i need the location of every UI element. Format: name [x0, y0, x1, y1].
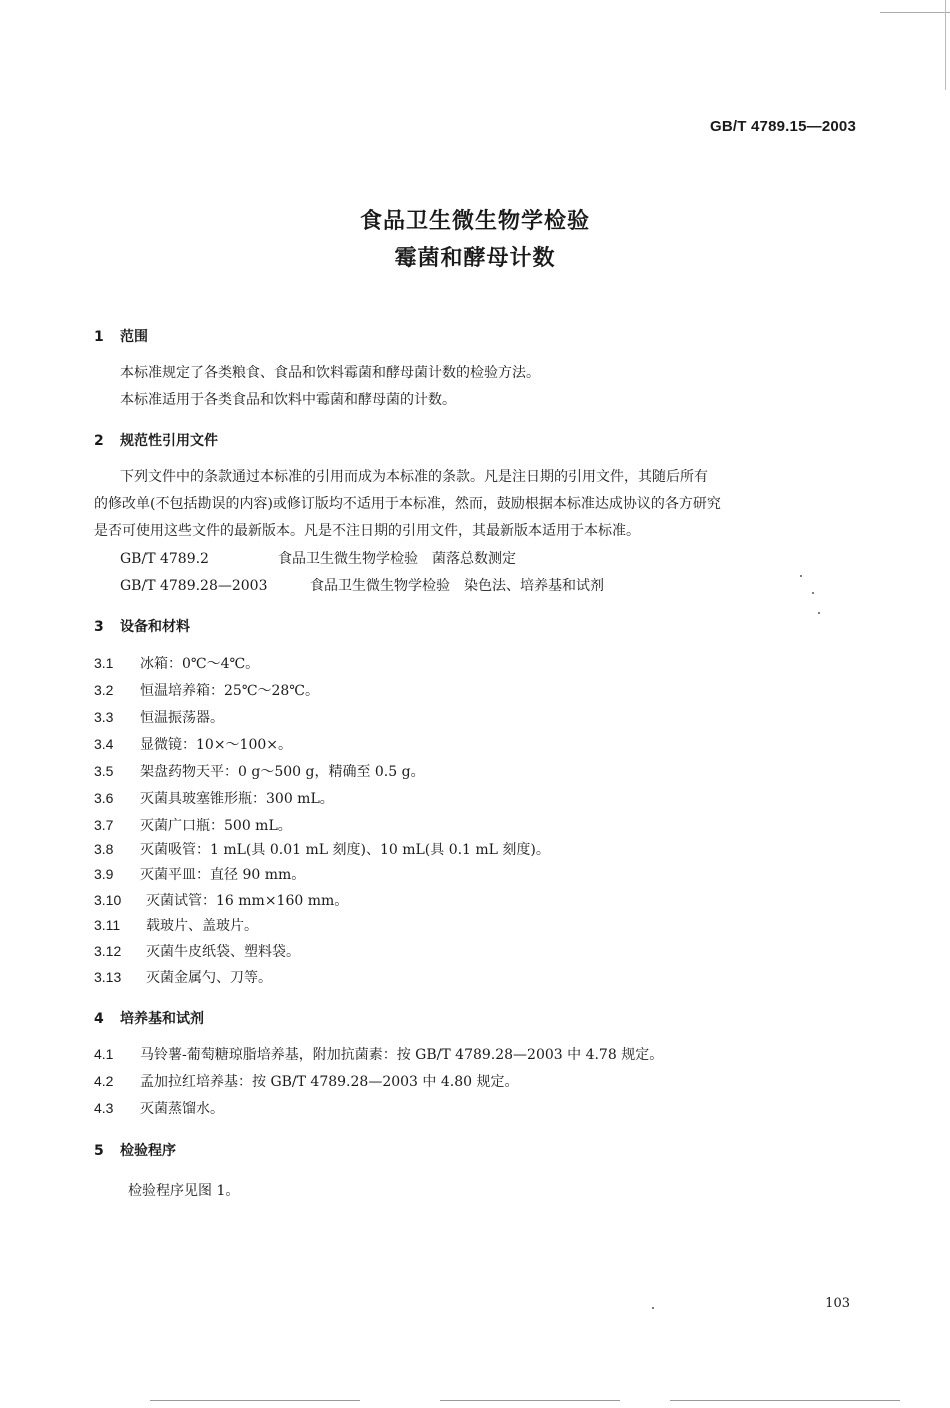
section-heading-5: [94, 1140, 176, 1160]
section-title: 规范性引用文件: [120, 433, 218, 449]
scan-speck: [812, 592, 814, 594]
scan-speck: [652, 1307, 654, 1309]
list-item: [94, 788, 334, 808]
item-number: 3.5: [94, 763, 114, 779]
section-heading-4: [94, 1008, 204, 1028]
reference-entry: [120, 548, 516, 568]
scan-edge-line-vertical: [945, 0, 946, 90]
list-item: [94, 680, 319, 700]
section-number: 4: [94, 1011, 104, 1027]
section-heading-3: [94, 616, 190, 636]
reference-name: 食品卫生微生物学检验 菌落总数测定: [278, 551, 516, 567]
reference-entry: [120, 575, 604, 595]
document-title: 食品卫生微生物学检验: [359, 209, 590, 234]
item-number: 3.2: [94, 682, 114, 698]
scan-speck: [818, 612, 820, 614]
paragraph-line: 的修改单(不包括勘误的内容)或修订版均不适用于本标准，然而，鼓励根据本标准达成协议的各方研究: [94, 496, 721, 512]
section-number: 3: [94, 619, 104, 635]
section-title: 设备和材料: [120, 619, 190, 635]
list-item: [94, 734, 292, 754]
item-text: 马铃薯-葡萄糖琼脂培养基，附加抗菌素：按 GB/T 4789.28—2003 中 4.78 规定。: [140, 1047, 664, 1063]
item-text: 孟加拉红培养基：按 GB/T 4789.28—2003 中 4.80 规定。: [140, 1074, 519, 1090]
item-number: 3.6: [94, 790, 114, 806]
item-text: 灭菌金属勺、刀等。: [146, 970, 272, 986]
item-number: 3.1: [94, 655, 114, 671]
item-text: 恒温振荡器。: [140, 710, 224, 726]
item-text: 架盘药物天平：0 g～500 g，精确至 0.5 g。: [140, 764, 425, 780]
item-number: 3.9: [94, 866, 114, 882]
list-item: [94, 941, 300, 961]
item-number: 4.3: [94, 1100, 114, 1116]
reference-code: GB/T 4789.2: [120, 551, 209, 567]
item-text: 灭菌蒸馏水。: [140, 1101, 224, 1117]
list-item: [94, 967, 272, 987]
scan-speck: [800, 575, 802, 577]
item-number: 3.11: [94, 917, 121, 933]
section-title: 培养基和试剂: [120, 1011, 204, 1027]
item-number: 3.3: [94, 709, 114, 725]
list-item: [94, 864, 305, 884]
item-number: 3.10: [94, 892, 122, 908]
section-heading-1: [94, 326, 148, 346]
list-item: [94, 1071, 518, 1091]
paragraph: 检验程序见图 1。: [128, 1183, 240, 1199]
item-text: 灭菌广口瓶：500 mL。: [140, 818, 292, 834]
item-number: 3.7: [94, 817, 114, 833]
item-text: 灭菌试管：16 mm×160 mm。: [146, 893, 349, 909]
section-heading-2: [94, 430, 218, 450]
scan-edge-line: [150, 1400, 360, 1401]
section-number: 2: [94, 433, 104, 449]
reference-code: GB/T 4789.28—2003: [120, 578, 268, 594]
item-number: 3.13: [94, 969, 122, 985]
item-number: 4.2: [94, 1073, 114, 1089]
paragraph-line: 下列文件中的条款通过本标准的引用而成为本标准的条款。凡是注日期的引用文件，其随后所有: [120, 469, 708, 485]
scan-edge-line: [670, 1400, 900, 1401]
list-item: [94, 815, 292, 835]
item-text: 恒温培养箱：25℃～28℃。: [140, 683, 319, 699]
section-number: 1: [94, 329, 104, 345]
list-item: [94, 915, 258, 935]
list-item: [94, 890, 348, 910]
paragraph: 本标准适用于各类食品和饮料中霉菌和酵母菌的计数。: [120, 392, 456, 408]
item-number: 3.12: [94, 943, 122, 959]
list-item: [94, 707, 224, 727]
list-item: [94, 839, 550, 859]
reference-name: 食品卫生微生物学检验 染色法、培养基和试剂: [310, 578, 604, 594]
paragraph: 本标准规定了各类粮食、食品和饮料霉菌和酵母菌计数的检验方法。: [120, 365, 540, 381]
paragraph-line: 是否可使用这些文件的最新版本。凡是不注日期的引用文件，其最新版本适用于本标准。: [94, 523, 640, 539]
document-subtitle: 霉菌和酵母计数: [394, 246, 556, 271]
section-title: 范围: [120, 329, 148, 345]
standard-number: GB/T 4789.15—2003: [710, 118, 856, 135]
item-text: 灭菌平皿：直径 90 mm。: [140, 867, 306, 883]
item-number: 4.1: [94, 1046, 114, 1062]
list-item: [94, 761, 425, 781]
item-text: 载玻片、盖玻片。: [146, 918, 258, 934]
item-number: 3.4: [94, 736, 114, 752]
item-text: 灭菌具玻塞锥形瓶：300 mL。: [140, 791, 334, 807]
list-item: [94, 653, 259, 673]
page-number: 103: [825, 1296, 850, 1311]
list-item: [94, 1044, 663, 1064]
scan-edge-line: [880, 12, 950, 13]
item-text: 冰箱：0℃～4℃。: [140, 656, 260, 672]
section-number: 5: [94, 1143, 104, 1159]
scan-edge-line: [440, 1400, 620, 1401]
section-title: 检验程序: [120, 1143, 176, 1159]
item-text: 灭菌牛皮纸袋、塑料袋。: [146, 944, 300, 960]
item-number: 3.8: [94, 841, 114, 857]
item-text: 显微镜：10×～100×。: [140, 737, 292, 753]
list-item: [94, 1098, 224, 1118]
item-text: 灭菌吸管：1 mL(具 0.01 mL 刻度)、10 mL(具 0.1 mL 刻度)。: [140, 842, 550, 858]
